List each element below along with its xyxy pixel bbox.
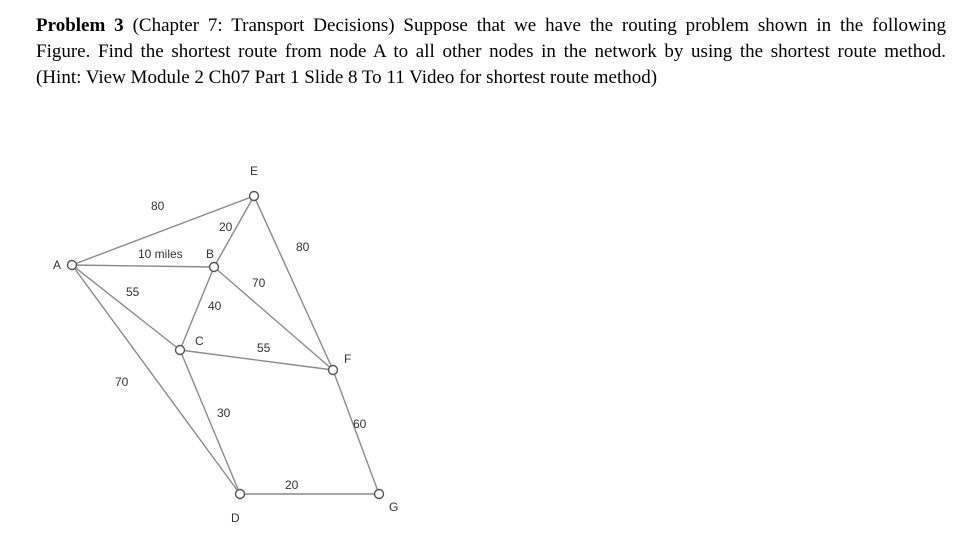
node-label-a: A [53,258,62,272]
edge-label-a-b: 10 miles [138,247,183,261]
edge-label-c-d: 30 [217,406,231,420]
node-b [210,263,219,272]
edge-label-a-c: 55 [126,285,140,299]
node-label-b: B [206,247,215,261]
node-d [236,490,245,499]
node-c [176,346,185,355]
edge-label-f-g: 60 [353,417,367,431]
node-label-e: E [250,164,259,178]
edge-label-a-d: 70 [115,375,129,389]
problem-heading: Problem 3 [36,15,124,36]
node-label-d: D [231,511,240,525]
node-g [375,490,384,499]
edge-c-d [180,350,240,494]
edge-label-a-e: 80 [151,199,165,213]
node-label-g: G [389,500,399,514]
node-e [250,192,259,201]
edge-label-d-g: 20 [285,478,299,492]
edge-b-f [214,267,333,370]
edge-a-c [72,265,180,350]
problem-hint: (Hint: View Module 2 Ch07 Part 1 Slide 8 To 11 Video for shortest route method) [36,67,658,88]
edge-a-b [72,265,214,267]
edge-label-b-f: 70 [252,276,266,290]
edge-label-e-f: 80 [296,240,310,254]
node-label-c: C [195,334,204,348]
node-a [68,261,77,270]
edge-label-b-e: 20 [219,220,233,234]
problem-intro: (Chapter 7: Transport Decisions) Suppose that we have the routing problem shown in the following [123,15,946,36]
edge-label-c-f: 55 [257,341,271,355]
node-f [329,366,338,375]
node-label-f: F [344,352,352,366]
edge-label-b-c: 40 [208,299,222,313]
edge-f-g [333,370,379,494]
problem-line-2: Figure. Find the shortest route from node A to all other nodes in the network by using the shortest route method. [36,41,946,62]
